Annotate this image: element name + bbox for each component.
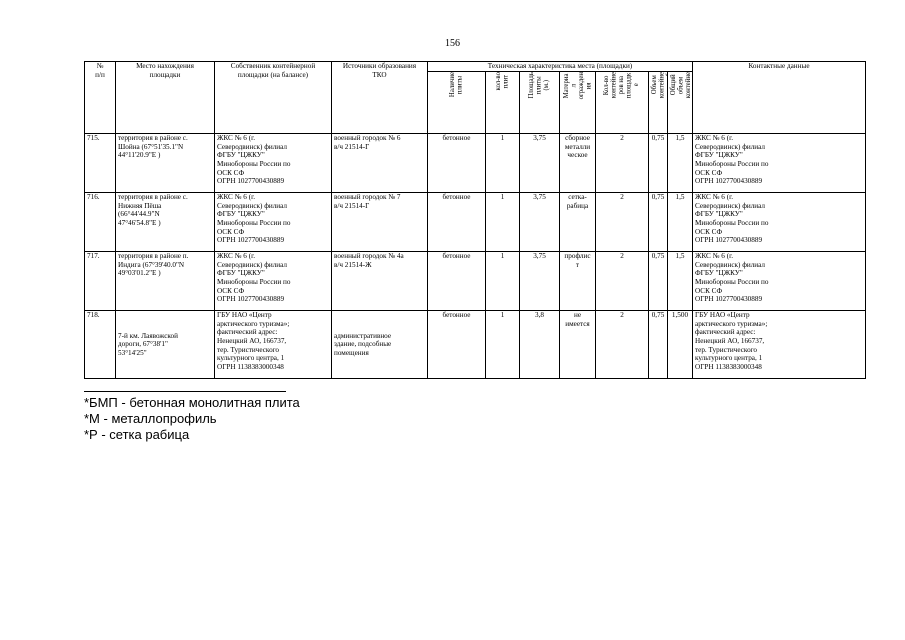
table-row: 716. территория в районе с. Нижняя Пёша (66°44'44.9"N 47°46'54.8"E ) ЖКС № 6 (г. Северодвинск) филиал ФГБУ "ЦЖКУ" Минобороны России по ОСК СФ ОГРН 1027700430889 военный городок № 7 в/ч 21514-Г бетонное 1 3,75 сетка- рабица 2 0,75 1,5 ЖКС № 6 (г. Северодвинск) филиал ФГБУ "ЦЖКУ" Минобороны России по ОСК СФ ОГРН 1027700430889 xyxy=(85,193,866,252)
header-containers: Кол-во контейне ров на площадк е xyxy=(596,72,649,134)
note-r: *Р - сетка рабица xyxy=(84,427,190,442)
header-volume: Объем контейне xyxy=(649,72,668,134)
header-contacts: Контактные данные xyxy=(693,62,866,134)
legend-notes xyxy=(84,395,300,443)
header-tech: Техническая характеристика места (площадки) xyxy=(428,62,693,72)
header-sources: Источники образования ТКО xyxy=(332,62,428,134)
header-num: № п/п xyxy=(85,62,116,134)
note-m: *М - металлопрофиль xyxy=(84,411,217,426)
table-row: 718. 7-й км. Лаявожской дороги, 67°38'1" 53°14'25" ГБУ НАО «Центр арктического туризма»; фактический адрес: Ненецкий АО, 166737, тер. Туристического культурного центра, 1 ОГРН 1138383000348 административное здание, подсобные помещения бетонное 1 3,8 не имеется 2 0,75 1,500 ГБУ НАО «Центр арктического туризма»; фактический адрес: Ненецкий АО, 166737, тер. Туристического культурного центра, 1 ОГРН 1138383000348 xyxy=(85,311,866,379)
table-row: 717. территория в районе п. Индига (67°39'40.0"N 49°03'01.2"E ) ЖКС № 6 (г. Северодвинск) филиал ФГБУ "ЦЖКУ" Минобороны России по ОСК СФ ОГРН 1027700430889 военный городок № 4а в/ч 21514-Ж бетонное 1 3,75 профлис т 2 0,75 1,5 ЖКС № 6 (г. Северодвинск) филиал ФГБУ "ЦЖКУ" Минобороны России по ОСК СФ ОГРН 1027700430889 xyxy=(85,252,866,311)
registry-table xyxy=(84,61,866,379)
header-slab: Наличие плиты xyxy=(428,72,486,134)
header-area: Площадь плиты (м.) xyxy=(520,72,560,134)
note-bmp: *БМП - бетонная монолитная плита xyxy=(84,395,300,410)
page-number: 156 xyxy=(445,38,460,49)
header-total: Общий объем контейне xyxy=(668,72,693,134)
header-owner: Собственник контейнерной площадки (на балансе) xyxy=(215,62,332,134)
header-place: Место нахождения площадки xyxy=(116,62,215,134)
header-slab-count: кол-во плит xyxy=(486,72,520,134)
table-row: 715. территория в районе с. Шойна (67°51'35.1"N 44°11'20.9"E ) ЖКС № 6 (г. Северодвинск) филиал ФГБУ "ЦЖКУ" Минобороны России по ОСК СФ ОГРН 1027700430889 военный городок № 6 в/ч 21514-Г бетонное 1 3,75 сборное металли ческое 2 0,75 1,5 ЖКС № 6 (г. Северодвинск) филиал ФГБУ "ЦЖКУ" Минобороны России по ОСК СФ ОГРН 1027700430889 xyxy=(85,134,866,193)
header-fence: Материа л огражден ия xyxy=(560,72,596,134)
footnote-separator xyxy=(84,391,286,392)
